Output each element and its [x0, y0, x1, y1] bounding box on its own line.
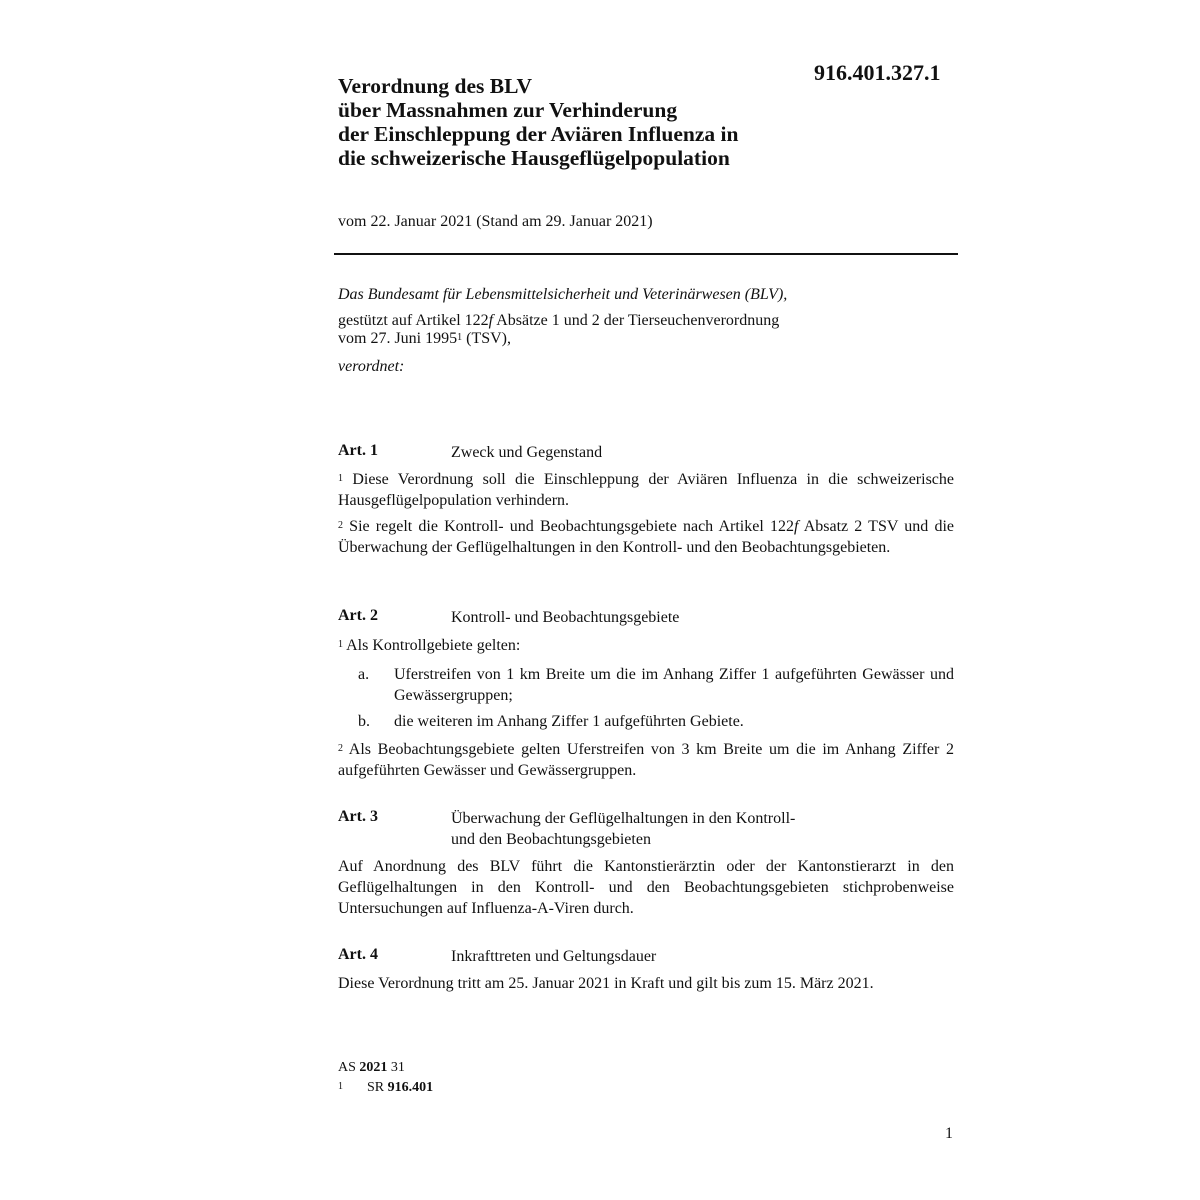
list-item-letter: a. — [358, 666, 370, 683]
list-item-text: Uferstreifen von 1 km Breite um die im Anhang Ziffer 1 aufgeführten Gewässer und Gewässergruppen; — [394, 666, 954, 704]
preamble-verb: verordnet: — [338, 358, 405, 375]
list-item-letter: b. — [358, 713, 370, 730]
title-line: die schweizerische Hausgeflügelpopulation — [338, 146, 730, 170]
article-3-paragraph: Auf Anordnung des BLV führt die Kantonstierärztin oder der Kantonstierarzt in den Geflügelhaltungen in den Kontroll- und den Beobachtungsgebieten stichprobenweise Untersuchungen auf Influenza-A-Viren durch. — [338, 858, 954, 917]
preamble-basis — [338, 312, 779, 348]
article-number: Art. 3 — [338, 808, 378, 825]
article-number: Art. 4 — [338, 946, 378, 963]
date-line: vom 22. Januar 2021 (Stand am 29. Januar 2021) — [338, 213, 653, 230]
article-title: Kontroll- und Beobachtungsgebiete — [451, 609, 680, 626]
article-2-paragraph-1: $^1$ Als Kontrollgebiete gelten: — [338, 637, 521, 654]
title-divider — [334, 253, 958, 255]
sr-number: 916.401.327.1 — [814, 60, 941, 85]
footnote-marker: 1 — [457, 332, 463, 343]
title-line: Verordnung des BLV — [338, 74, 532, 98]
footnote: $^1$ SR 916.401 — [338, 1080, 434, 1095]
article-title: Zweck und Gegenstand — [451, 444, 603, 461]
preamble-authority: Das Bundesamt für Lebensmittelsicherheit und Veterinärwesen (BLV), — [338, 286, 788, 303]
title-line: über Massnahmen zur Verhinderung — [338, 98, 678, 122]
article-1-paragraph-2: $^2$ Sie regelt die Kontroll- und Beobachtungsgebiete nach Artikel 122f Absatz 2 TSV und die Überwachung der Geflügelhaltungen in den Kontroll- und den Beobachtungsgebieten. — [338, 518, 955, 556]
list-item-text: die weiteren im Anhang Ziffer 1 aufgeführten Gebiete. — [394, 713, 744, 730]
as-reference: AS 2021 31 — [338, 1060, 405, 1075]
article-number: Art. 1 — [338, 442, 378, 459]
article-4-paragraph: Diese Verordnung tritt am 25. Januar 2021 in Kraft und gilt bis zum 15. März 2021. — [338, 975, 874, 992]
list-item — [338, 664, 954, 706]
footnote-number: 1 — [338, 1081, 343, 1092]
title-line: der Einschleppung der Aviären Influenza in — [338, 122, 739, 146]
article-2-paragraph-2: $^2$ Als Beobachtungsgebiete gelten Uferstreifen von 3 km Breite um die im Anhang Ziffer 2 aufgeführten Gewässer und Gewässergruppen. — [338, 741, 954, 779]
article-title: Inkrafttreten und Geltungsdauer — [451, 948, 657, 965]
page-number: 1 — [945, 1125, 953, 1142]
document-title — [338, 74, 738, 170]
article-number: Art. 2 — [338, 607, 378, 624]
article-1-paragraph-1: $^1$ Diese Verordnung soll die Einschleppung der Aviären Influenza in die schweizerische Hausgeflügelpopulation verhindern. — [338, 471, 954, 509]
article-title: Überwachung der Geflügelhaltungen in den Kontroll- und den Beobachtungsgebieten — [451, 810, 796, 848]
list-item — [338, 711, 954, 732]
preamble-basis-line-1: gestützt auf Artikel 122f Absätze 1 und 2 der Tierseuchenverordnung — [338, 312, 780, 329]
preamble-basis-line-2: vom 27. Juni 1995$^1$ (TSV), — [338, 330, 512, 347]
